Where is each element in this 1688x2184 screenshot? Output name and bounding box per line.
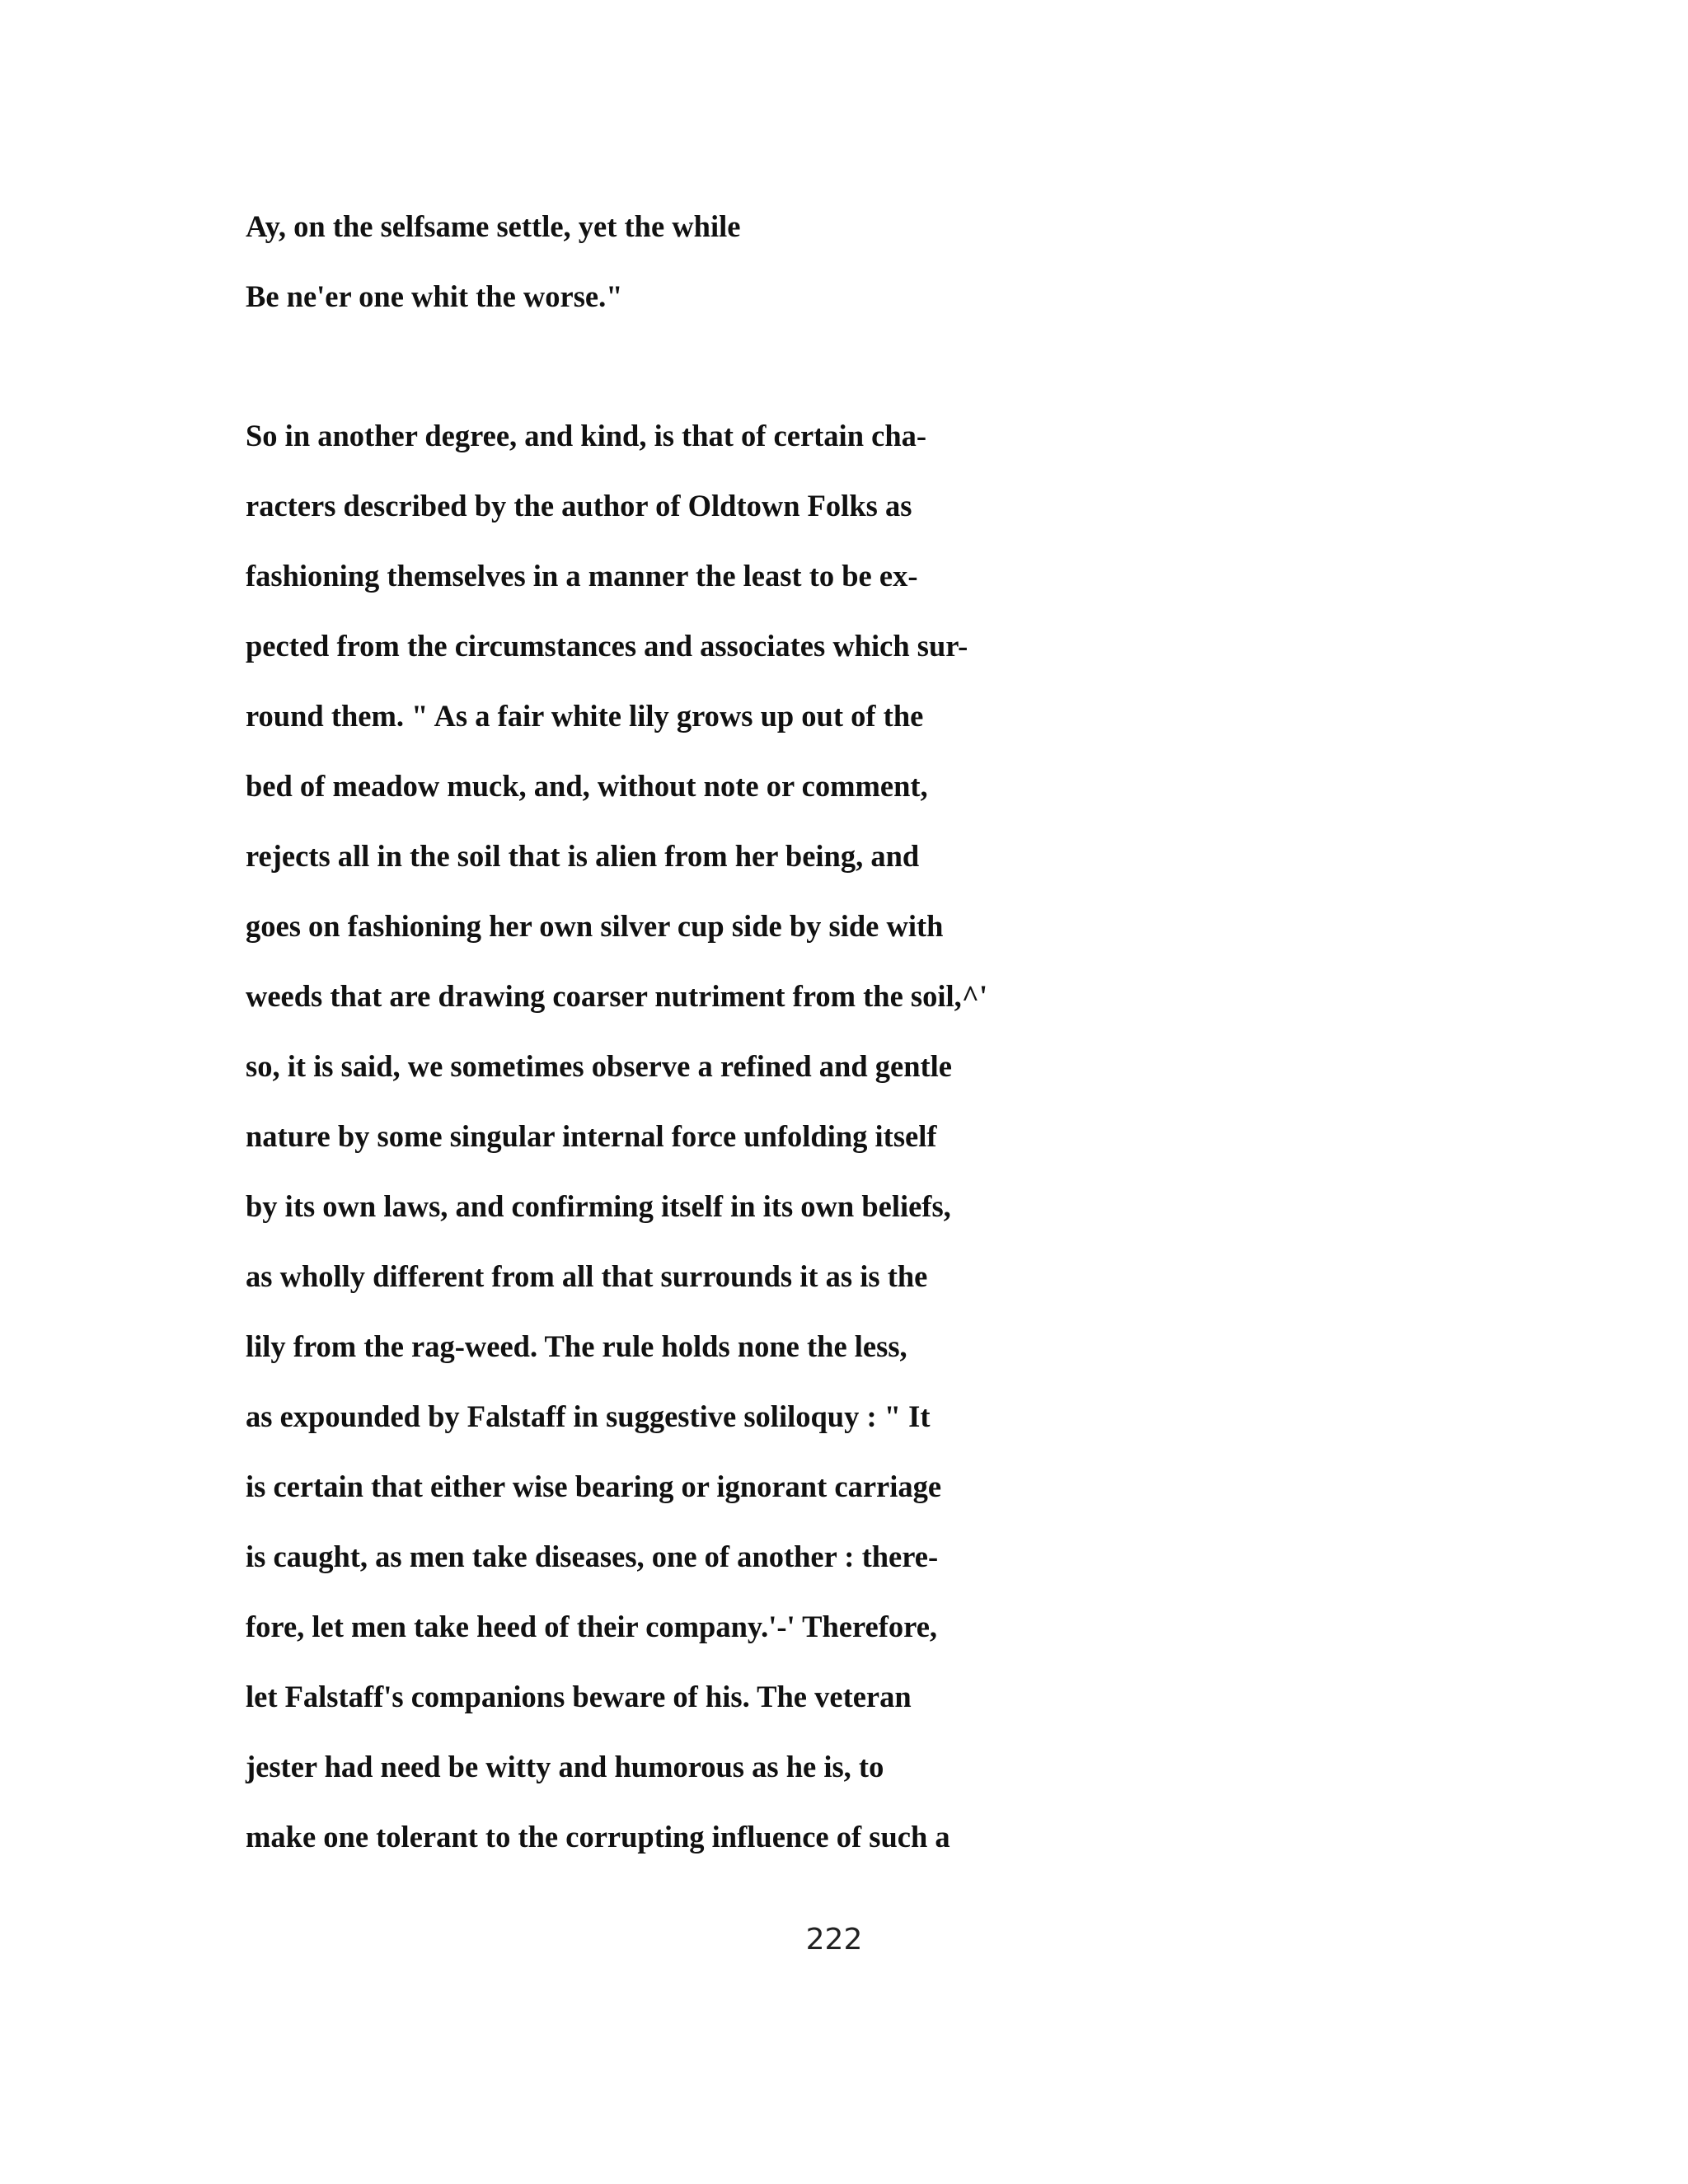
text-line: by its own laws, and confirming itself in its own beliefs, (246, 1189, 951, 1223)
text-line: jester had need be witty and humorous as he is, to (246, 1750, 884, 1783)
text-line: pected from the circumstances and associates which sur- (246, 629, 968, 663)
text-line: round them. " As a fair white lily grows up out of the (246, 699, 924, 733)
text-line: So in another degree, and kind, is that of certain cha- (246, 419, 927, 452)
text-line: weeds that are drawing coarser nutriment from the soil,^' (246, 979, 988, 1013)
verse-line: Ay, on the selfsame settle, yet the while (246, 209, 741, 243)
text-line: fashioning themselves in a manner the least to be ex- (246, 559, 918, 593)
text-line: bed of meadow muck, and, without note or comment, (246, 769, 928, 803)
text-line: racters described by the author of Oldtown Folks as (246, 489, 912, 523)
text-line: is caught, as men take diseases, one of another : there- (246, 1540, 939, 1573)
text-line: so, it is said, we sometimes observe a refined and gentle (246, 1049, 953, 1083)
text-line: make one tolerant to the corrupting influence of such a (246, 1820, 950, 1854)
text-line: fore, let men take heed of their company.'-' Therefore, (246, 1610, 938, 1643)
text-line: as wholly different from all that surrounds it as is the (246, 1259, 928, 1293)
verse-line: Be ne'er one whit the worse." (246, 279, 623, 313)
body-paragraph (246, 401, 987, 1872)
text-line: nature by some singular internal force unfolding itself (246, 1119, 937, 1153)
text-line: let Falstaff's companions beware of his. The veteran (246, 1680, 912, 1713)
text-line: as expounded by Falstaff in suggestive soliloquy : " It (246, 1399, 931, 1433)
text-line: rejects all in the soil that is alien from her being, and (246, 839, 920, 873)
text-line: lily from the rag-weed. The rule holds none the less, (246, 1329, 907, 1363)
verse-quotation (246, 191, 740, 331)
text-line: is certain that either wise bearing or ignorant carriage (246, 1469, 942, 1503)
text-line: goes on fashioning her own silver cup side by side with (246, 909, 944, 943)
page-number: 222 (805, 1923, 863, 1957)
